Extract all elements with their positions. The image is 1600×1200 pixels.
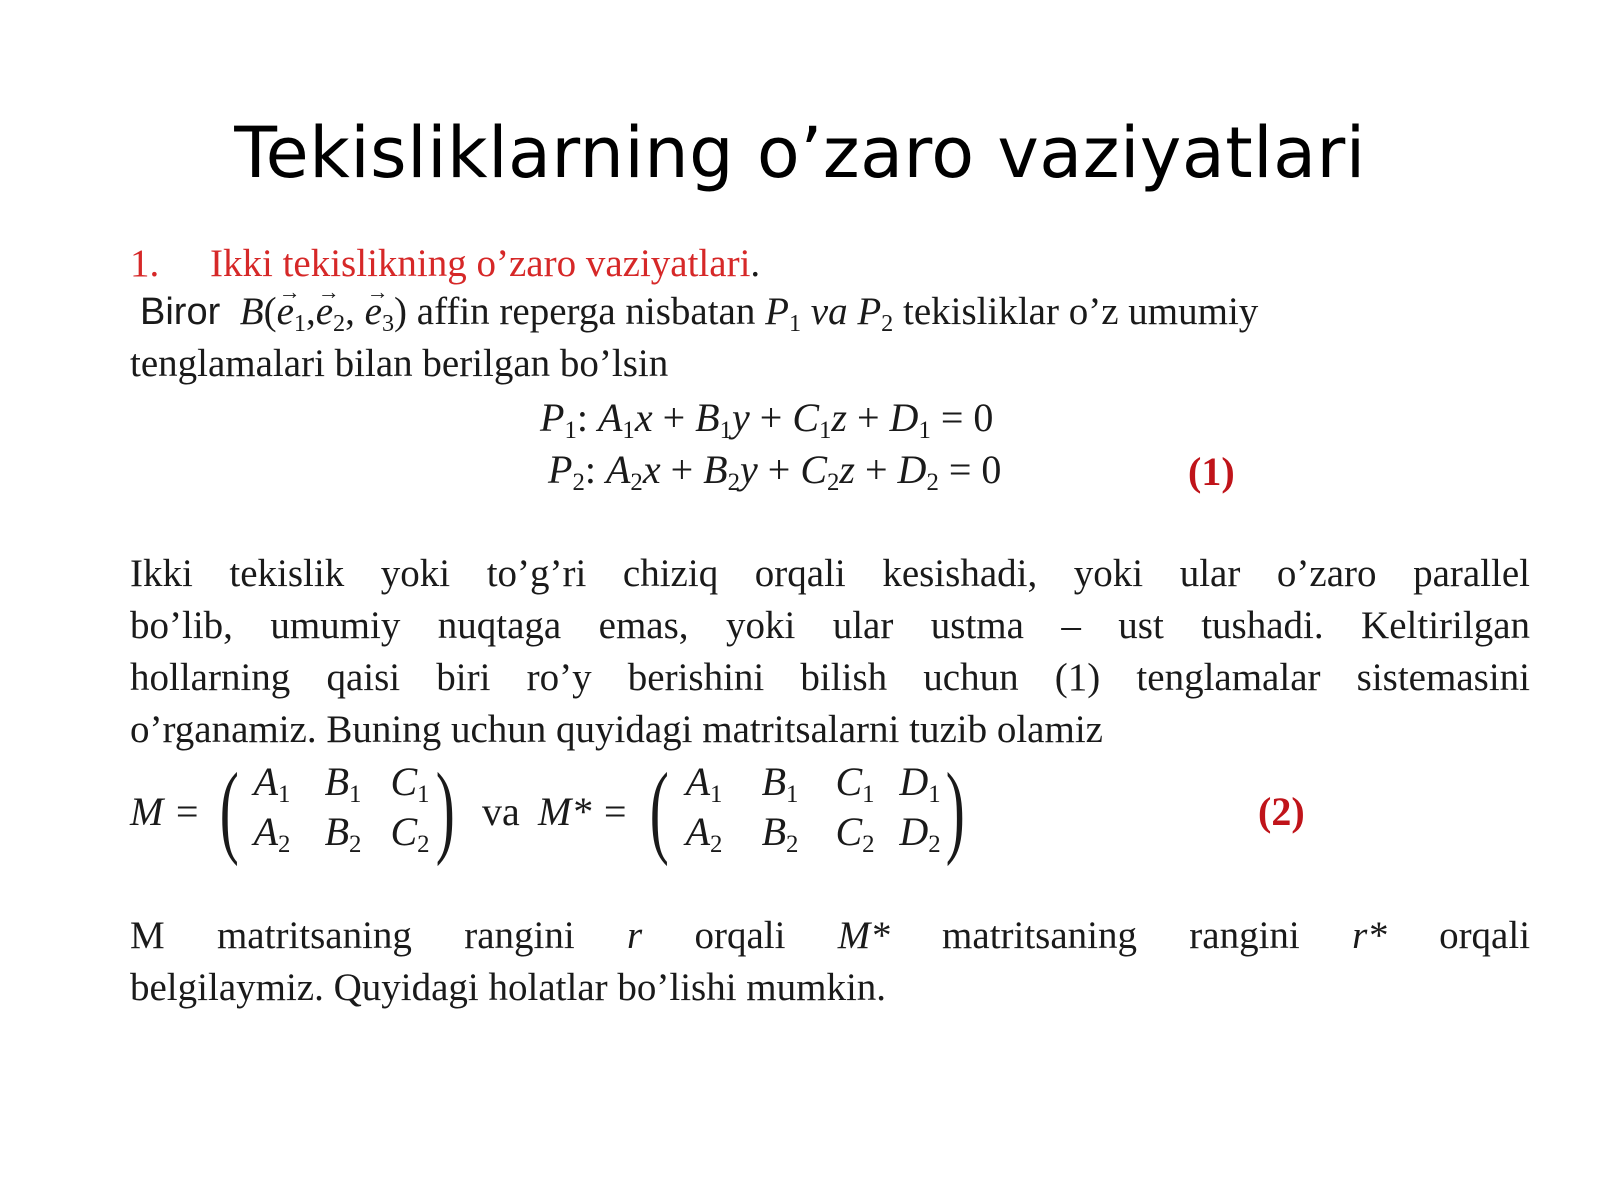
- heading-text: Ikki tekislikning o’zaro vaziyatlari: [210, 242, 751, 285]
- matrix-mstar-cell: $A_2$: [685, 809, 723, 858]
- matrix-mstar-cell: $A_1$: [685, 759, 723, 808]
- matrix-m-cell: $B_1$: [324, 759, 362, 808]
- matrix-m-label: M =: [130, 789, 201, 834]
- p2-text-b: orqali: [694, 914, 786, 957]
- heading-period: .: [750, 242, 761, 285]
- matrix-m-cell: $C_2$: [390, 809, 430, 858]
- paragraph-1-line-2: bo’lib, umumiy nuqtaga emas, yoki ular ustma – ust tushadi. Keltirilgan: [130, 604, 1530, 647]
- matrix-m-cell: $A_1$: [253, 759, 291, 808]
- paragraph-2-line-1: [130, 910, 1530, 962]
- p2-r: r: [627, 914, 643, 957]
- intro-va: va: [810, 290, 848, 333]
- matrix-m: [238, 758, 440, 856]
- p2-text-d: orqali: [1439, 914, 1531, 957]
- section-heading: [130, 238, 760, 290]
- intro-rest: ) affin reperga nisbatan: [394, 290, 756, 333]
- paragraph-1-line-4: o’rganamiz. Buning uchun quyidagi matritsalarni tuzib olamiz: [130, 708, 1103, 751]
- matrix-va: va: [482, 789, 520, 834]
- equation-1: $P_1$: $A_1x + B_1y + C_1z + D_1 = 0$: [540, 395, 994, 444]
- matrix-m-cell: $A_2$: [253, 809, 291, 858]
- matrix-mstar-cell: $C_2$: [835, 809, 875, 858]
- slide-title: Tekisliklarning o’zaro vaziyatlari: [234, 112, 1366, 194]
- matrix-m-cell: $B_2$: [324, 809, 362, 858]
- matrix-definitions: [130, 752, 1530, 868]
- matrix-mstar-cell: $C_1$: [835, 759, 875, 808]
- matrix-m-open-paren: (: [219, 752, 239, 867]
- intro-line-1: Biror $B(\to e_1,\to e_2$, → $e_3$) affin reperga nisbatan $P_1$ va $P_2$ tekisliklar o’z umumiy: [140, 286, 1258, 338]
- matrix-mstar-cell: $D_2$: [899, 809, 941, 858]
- paragraph-2-line-2: belgilaymiz. Quyidagi holatlar bo’lishi mumkin.: [130, 966, 887, 1009]
- intro-lead: Biror: [140, 291, 221, 333]
- matrix-mstar-cell: $D_1$: [899, 759, 941, 808]
- paragraph-1-line-1: Ikki tekislik yoki to’g’ri chiziq orqali kesishadi, yoki ular o’zaro parallel: [130, 552, 1530, 595]
- heading-number: 1.: [130, 242, 160, 285]
- intro-line-2: tenglamalari bilan berilgan bo’lsin: [130, 342, 669, 385]
- p2-text-c: matritsaning rangini: [942, 914, 1300, 957]
- matrix-mstar-open-paren: (: [649, 752, 669, 867]
- matrix-mstar: [668, 758, 950, 856]
- p2-text-a: M matritsaning rangini: [130, 914, 575, 957]
- matrix-m-close-paren: ): [435, 752, 455, 867]
- matrix-mstar-close-paren: ): [945, 752, 965, 867]
- equation-2: $P_2$: $A_2x + B_2y + C_2z + D_2 = 0$: [548, 447, 1002, 496]
- matrix-mstar-cell: $B_2$: [761, 809, 799, 858]
- equation-label-1: (1): [1188, 449, 1235, 494]
- equation-label-2: (2): [1258, 789, 1305, 834]
- p2-rstar: r*: [1352, 914, 1387, 957]
- matrix-mstar-cell: $B_1$: [761, 759, 799, 808]
- intro-tail: tekisliklar o’z umumiy: [903, 290, 1259, 333]
- matrix-mstar-label: M* =: [538, 789, 629, 834]
- matrix-m-cell: $C_1$: [390, 759, 430, 808]
- paragraph-1-line-3: hollarning qaisi biri ro’y berishini bilish uchun (1) tenglamalar sistemasini: [130, 656, 1530, 699]
- p2-mstar: M*: [837, 914, 890, 957]
